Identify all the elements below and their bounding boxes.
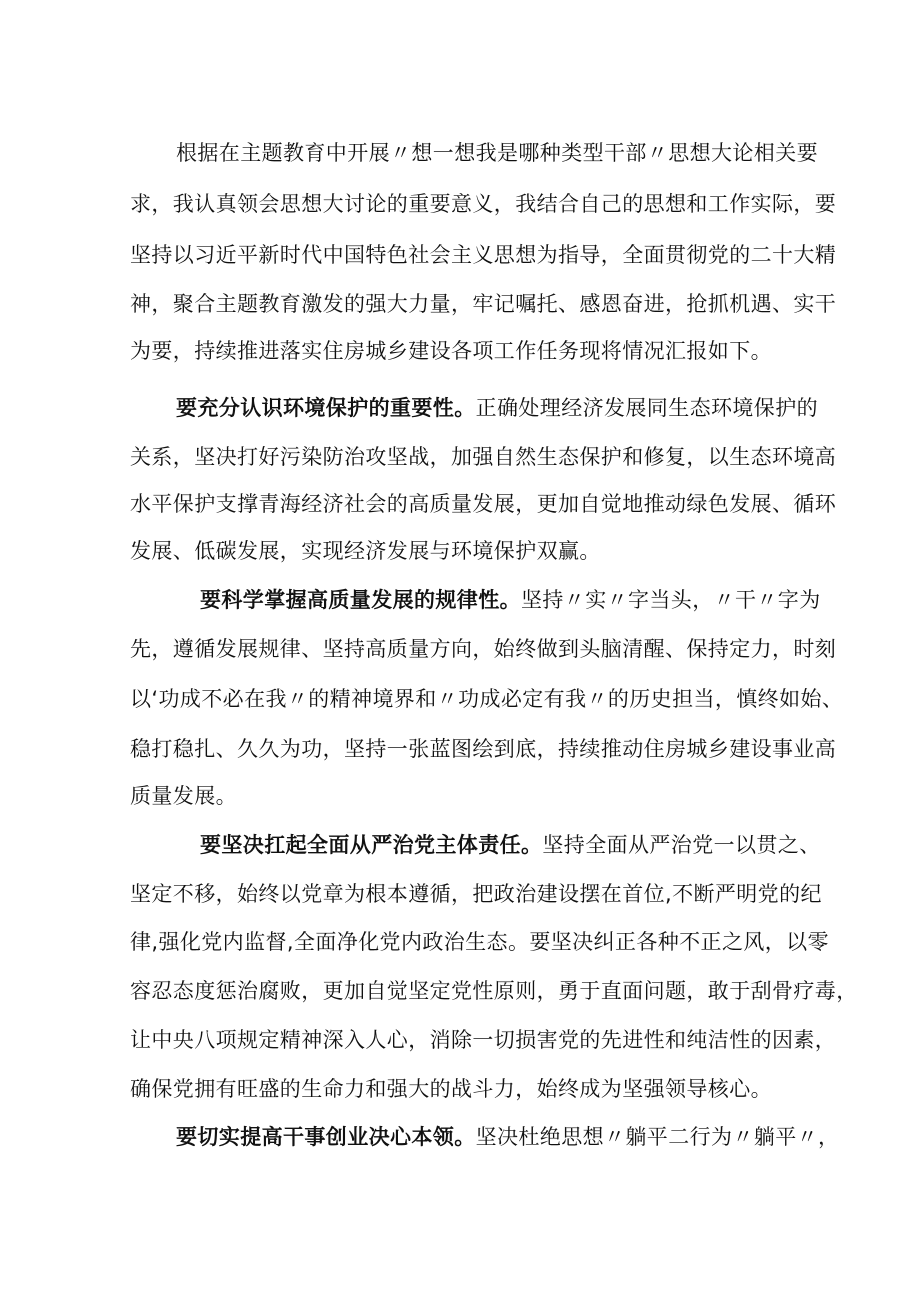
line-text: 以‘功成不必在我〃的精神境界和〃功成必定有我〃的历史担当，慎终如始、 <box>130 687 844 711</box>
line-text: 坚决杜绝思想〃躺平二行为〃躺平〃， <box>475 1125 840 1149</box>
paragraph-line <box>130 874 822 914</box>
paragraph-line <box>200 825 821 865</box>
line-text: 坚持以习近平新时代中国特色社会主义思想为指导，全面贯彻党的二十大精 <box>130 243 837 267</box>
line-text: 根据在主题教育中开展〃想一想我是哪种类型干部〃思想大论相关要 <box>176 141 818 165</box>
paragraph-line <box>200 580 821 620</box>
section-heading: 要坚决扛起全面从严治党主体责任。 <box>200 833 543 857</box>
line-text: 坚持〃实〃字当头，〃干〃字为 <box>521 588 821 612</box>
line-text: 稳打稳扎、久久为功，坚持一张蓝图绘到底，持续推动住房城乡建设事业高 <box>130 737 837 761</box>
line-text: 确保党拥有旺盛的生命力和强大的战斗力，始终成为坚强领导核心。 <box>130 1077 772 1101</box>
paragraph-line <box>130 729 837 769</box>
paragraph-line <box>130 679 844 719</box>
paragraph-line <box>176 133 818 173</box>
section-heading: 要充分认识环境保护的重要性。 <box>176 396 476 420</box>
paragraph-line <box>176 1117 840 1157</box>
paragraph-line <box>130 629 837 669</box>
line-text: 律,强化党内监督,全面净化党内政治生态。要坚决纠正各种不正之风，以零 <box>130 930 829 954</box>
paragraph-line <box>130 437 837 477</box>
line-text: 求，我认真领会思想大讨论的重要意义，我结合自己的思想和工作实际，要 <box>130 192 837 216</box>
paragraph-line <box>130 235 837 275</box>
paragraph-line <box>130 971 858 1011</box>
line-text: 先，遵循发展规律、坚持高质量方向，始终做到头脑清醒、保持定力，时刻 <box>130 637 837 661</box>
paragraph-line <box>130 484 837 524</box>
line-text: 坚定不移，始终以党章为根本遵循，把政治建设摆在首位,不断严明党的纪 <box>130 882 822 906</box>
line-text: 坚持全面从严治党一以贯之、 <box>542 833 821 857</box>
paragraph-line <box>130 531 802 571</box>
line-text: 发展、低碳发展，实现经济发展与环境保护双赢。 <box>130 539 601 563</box>
paragraph-line <box>130 776 802 816</box>
line-text: 质量发展。 <box>130 784 237 808</box>
section-heading: 要科学掌握高质量发展的规律性。 <box>200 588 521 612</box>
paragraph-line <box>130 184 837 224</box>
line-text: 关系，坚决打好污染防治攻坚战，加强自然生态保护和修复，以生态环境高 <box>130 445 837 469</box>
line-text: 让中央八项规定精神深入人心，消除一切损害党的先进性和纯洁性的因素， <box>130 1028 837 1052</box>
line-text: 神，聚合主题教育激发的强大力量，牢记嘱托、感恩奋进，抢抓机遇、实干 <box>130 292 837 316</box>
paragraph-line <box>176 388 819 428</box>
line-text: 为要，持续推进落实住房城乡建设各项工作任务现将情况汇报如下。 <box>130 339 772 363</box>
line-text: 容忍态度惩治腐败，更加自觉坚定党性原则，勇于直面问题，敢于刮骨疗毒， <box>130 979 858 1003</box>
paragraph-line <box>130 331 802 371</box>
paragraph-line <box>130 1069 802 1109</box>
paragraph-line <box>130 922 829 962</box>
paragraph-line <box>130 1020 837 1060</box>
section-heading: 要切实提高干事创业决心本领。 <box>176 1125 476 1149</box>
line-text: 水平保护支撑青海经济社会的高质量发展，更加自觉地推动绿色发展、循环 <box>130 492 837 516</box>
line-text: 正确处理经济发展同生态环境保护的 <box>475 396 819 420</box>
paragraph-line <box>130 284 837 324</box>
